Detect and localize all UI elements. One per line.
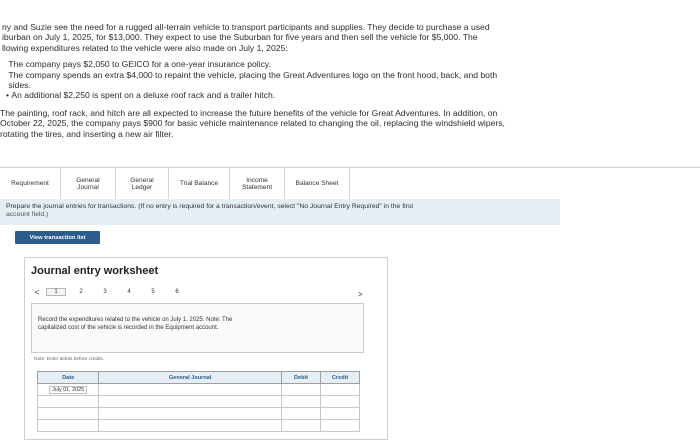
date-select[interactable]: July 01, 2025	[49, 386, 87, 394]
page-button-1[interactable]: 1	[46, 288, 66, 296]
page-button-6[interactable]: 6	[175, 289, 179, 295]
instruction-banner	[0, 199, 560, 225]
tab-general-journal[interactable]	[61, 168, 116, 200]
journal-entry-table	[37, 371, 360, 432]
problem-paragraph-1	[0, 22, 700, 53]
bullet-text: sides.	[8, 80, 31, 91]
account-cell[interactable]	[99, 420, 282, 432]
credit-cell[interactable]	[320, 384, 359, 396]
date-cell	[38, 420, 99, 432]
tab-general-ledger[interactable]	[116, 168, 169, 200]
bullet-text: An additional $2,250 is spent on a deluxe roof rack and a trailer hitch.	[11, 90, 276, 101]
credit-cell[interactable]	[320, 420, 359, 432]
worksheet-pagination	[31, 286, 189, 298]
chevron-left-icon[interactable]: <	[34, 287, 40, 297]
transaction-description-line: Record the expenditures related to the vehicle on July 1, 2025. Note: The	[38, 317, 233, 323]
worksheet-title: Journal entry worksheet	[31, 265, 159, 277]
journal-entry-worksheet	[24, 257, 388, 440]
column-header-general-journal: General Journal	[99, 372, 282, 384]
page-button-4[interactable]: 4	[127, 289, 131, 295]
column-header-credit: Credit	[320, 372, 359, 384]
chevron-right-icon[interactable]: >	[358, 290, 363, 299]
table-row	[38, 420, 360, 432]
tab-label: General Ledger	[130, 176, 154, 191]
debit-cell[interactable]	[281, 420, 320, 432]
tab-trial-balance[interactable]	[169, 168, 230, 200]
debit-cell[interactable]	[281, 384, 320, 396]
transaction-description	[31, 303, 364, 353]
table-row	[38, 384, 360, 396]
credit-cell[interactable]	[320, 396, 359, 408]
tab-label: General Journal	[76, 176, 100, 191]
problem-bullet-list	[0, 59, 700, 101]
tab-label: Balance Sheet	[295, 180, 339, 188]
problem-line: rotating the tires, and inserting a new air filter.	[0, 128, 174, 139]
problem-paragraph-2	[0, 108, 700, 139]
date-cell	[38, 396, 99, 408]
problem-line: ny and Suzie see the need for a rugged all-terrain vehicle to transport participants and supplies. They decide to purchase a used	[2, 22, 490, 32]
tab-label: Trial Balance	[179, 180, 219, 188]
bullet-item: • An additional $2,250 is spent on a deluxe roof rack and a trailer hitch.	[6, 90, 276, 101]
problem-line: iburban on July 1, 2025, for $13,000. They expect to use the Suburban for five years and then sell the vehicle for $5,000. The	[2, 32, 478, 43]
column-header-debit: Debit	[281, 372, 320, 384]
tab-income-statement[interactable]	[230, 168, 285, 200]
account-cell[interactable]	[99, 408, 282, 420]
bullet-item	[6, 70, 700, 80]
bullet-text: The company spends an extra $4,000 to repaint the vehicle, placing the Great Adventures logo on the front hood, back, and both	[8, 69, 498, 80]
tab-balance-sheet[interactable]	[285, 168, 350, 200]
requirement-tabs	[0, 167, 700, 200]
problem-line: The painting, roof rack, and hitch are all expected to increase the future benefits of the vehicle for Great Adventures. In addition, on	[0, 107, 498, 118]
date-cell[interactable]	[38, 384, 99, 396]
date-cell	[38, 408, 99, 420]
table-header-row	[38, 372, 360, 384]
problem-line: October 22, 2025, the company pays $900 for basic vehicle maintenance related to changing the oil, replacing the windshield wipers,	[0, 118, 505, 129]
table-row	[38, 396, 360, 408]
tab-requirement[interactable]	[0, 168, 61, 200]
bullet-item	[6, 80, 700, 90]
tab-label: Requirement	[11, 180, 49, 188]
view-transaction-list-button[interactable]: View transaction list	[15, 231, 100, 244]
column-header-date: Date	[38, 372, 99, 384]
page-button-3[interactable]: 3	[103, 289, 107, 295]
transaction-description-line: capitalized cost of the vehicle is recorded in the Equipment account.	[38, 325, 219, 331]
bullet-text: The company pays $2,050 to GEICO for a one-year insurance policy.	[8, 59, 271, 70]
debit-cell[interactable]	[281, 396, 320, 408]
instruction-line-2: account field.)	[6, 211, 49, 218]
problem-line: llowing expenditures related to the vehicle were also made on July 1, 2025:	[2, 42, 288, 53]
debit-credit-note: Note: Enter debits before credits.	[34, 357, 105, 362]
instruction-line-1: Prepare the journal entries for transactions. (If no entry is required for a transaction/event, select "No Journal Entry Required" in the first	[6, 203, 414, 210]
debit-cell[interactable]	[281, 408, 320, 420]
page-button-2[interactable]: 2	[79, 289, 83, 295]
account-cell[interactable]	[99, 396, 282, 408]
page-button-5[interactable]: 5	[151, 289, 155, 295]
tab-label: Income Statement	[241, 176, 273, 191]
table-row	[38, 408, 360, 420]
credit-cell[interactable]	[320, 408, 359, 420]
account-cell[interactable]	[99, 384, 282, 396]
problem-text	[0, 22, 700, 139]
bullet-item	[6, 59, 700, 69]
